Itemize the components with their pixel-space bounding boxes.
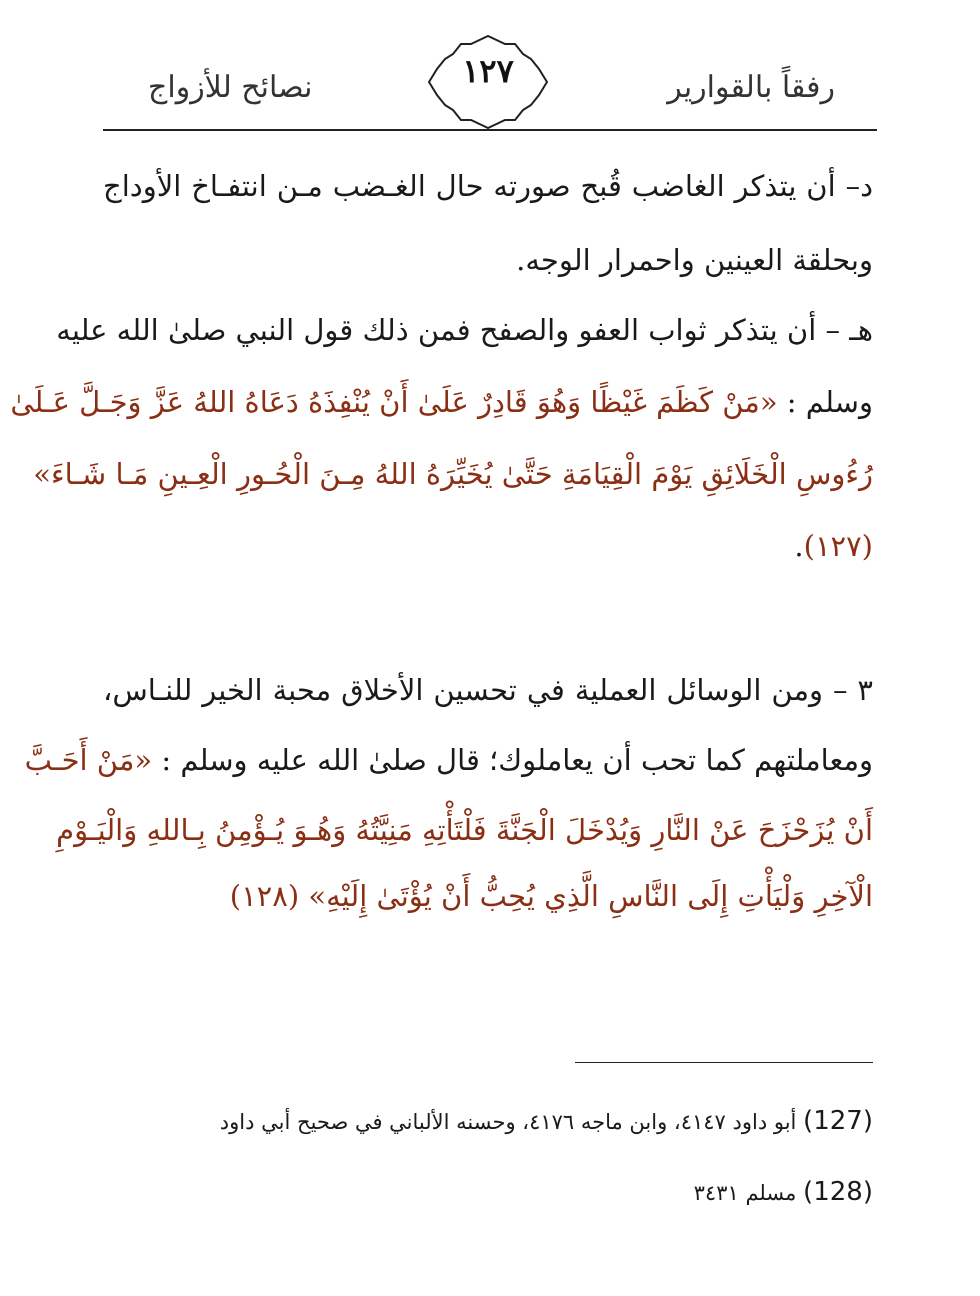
hadith-quote-1-part-1: «مَنْ كَظَمَ غَيْظًا وَهُوَ قَادِرٌ عَلَىٰ أَنْ يُنْفِذَهُ دَعَاهُ اللهُ عَزَّ وَجَـلَّ عَـلَىٰ (10, 385, 778, 419)
paragraph-3-lead: ومعاملتهم كما تحب أن يعاملوك؛ قال صلىٰ الله عليه وسلم : (152, 743, 873, 777)
hadith-quote-2-part-3: الْآخِرِ وَلْيَأْتِ إِلَى النَّاسِ الَّذِي يُحِبُّ أَنْ يُؤْتَىٰ إِلَيْهِ» (308, 879, 873, 913)
footnote-ref-128[interactable]: (١٢٨) (229, 879, 309, 913)
paragraph-1-line-1: د– أن يتذكر الغاضب قُبح صورته حال الغـضب مـن انتفـاخ الأوداج (103, 169, 873, 203)
footnote-127 (160, 1106, 873, 1137)
footnote-128 (160, 1177, 873, 1208)
book-title-right: رفقاً بالقوارير (667, 70, 835, 105)
paragraph-3-line-4 (103, 876, 873, 920)
paragraph-2-lead: وسلم : (777, 385, 873, 419)
paragraph-1-line-2: وبحلقة العينين واحمرار الوجه. (516, 243, 873, 277)
paragraph-2-line-4 (103, 526, 873, 570)
footnote-number: (127) (803, 1106, 873, 1136)
footnote-ref-127[interactable]: (١٢٧) (803, 529, 873, 563)
header-rule (103, 129, 877, 131)
sentence-end: . (794, 529, 804, 563)
paragraph-2-line-1: هـ – أن يتذكر ثواب العفو والصفح فمن ذلك قول النبي صلىٰ الله عليه (56, 313, 873, 347)
hadith-quote-2-part-1: «مَنْ أَحَـبَّ (24, 743, 153, 777)
hadith-quote-2-part-2: أَنْ يُزَحْزَحَ عَنْ النَّارِ وَيُدْخَلَ الْجَنَّةَ فَلْتَأْتِهِ مَنِيَّتُهُ وَهُـوَ يُـؤْمِنُ بِـاللهِ وَالْيَـوْمِ (56, 813, 873, 847)
hadith-quote-1-part-2: رُءُوسِ الْخَلَائِقِ يَوْمَ الْقِيَامَةِ حَتَّىٰ يُخَيِّرَهُ اللهُ مِـنَ الْحُـورِ الْعِـينِ مَـا شَـاءَ» (33, 457, 873, 491)
book-title-left: نصائح للأزواج (148, 70, 313, 105)
paragraph-3-line-2 (24, 740, 873, 784)
footnote-separator (575, 1062, 873, 1063)
paragraph-2-line-2 (10, 382, 873, 426)
paragraph-3-line-1: ٣ – ومن الوسائل العملية في تحسين الأخلاق محبة الخير للنـاس، (103, 673, 873, 707)
footnote-text: مسلم ٣٤٣١ (693, 1181, 804, 1205)
footnote-text: أبو داود ٤١٤٧، وابن ماجه ٤١٧٦، وحسنه الألباني في صحيح أبي داود (219, 1110, 804, 1134)
page-number: ١٢٧ (462, 52, 514, 90)
footnote-number: (128) (803, 1177, 873, 1207)
